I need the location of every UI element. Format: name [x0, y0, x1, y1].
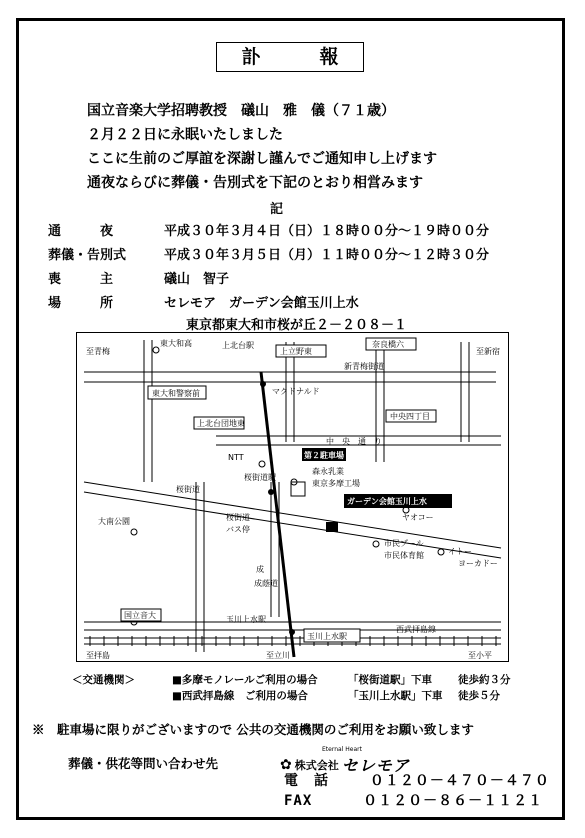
tamagawa-station-dot — [289, 629, 295, 635]
map-label-chuo4: 中央四丁目 — [390, 412, 430, 421]
map-label-kamikitadai-east: 上北台団地東 — [197, 419, 245, 428]
notice-title: 訃 報 — [216, 42, 364, 72]
map-label-kunitachi: 国立音大 — [124, 611, 156, 620]
map-label-to-kodaira: 至小平 — [468, 651, 492, 660]
map-label-to-shinjuku: 至新宿 — [476, 347, 500, 356]
logo-tagline: Eternal Heart — [322, 746, 362, 753]
access-map — [76, 332, 509, 662]
transport-walk-2: 徒歩５分 — [458, 690, 500, 702]
detail-value: 礒山 智子 — [164, 272, 230, 287]
fax-line — [284, 790, 543, 810]
tel-label: 電 話 — [284, 773, 329, 789]
ki-heading: 記 — [270, 202, 284, 217]
intro-line-3: ここに生前のご厚誼を深謝し謹んでご通知申し上げます — [87, 151, 437, 167]
intro-line-4: 通夜ならびに葬儀・告別式を下記のとおり相営みます — [87, 175, 423, 191]
detail-value: 平成３０年３月５日（月）１１時００分～１２時３０分 — [164, 248, 490, 263]
map-label-tamagawa-station: 玉川上水駅 — [226, 615, 266, 624]
map-label-morinaga: 森永乳業 — [312, 467, 344, 476]
sakuragaido-station-dot — [268, 489, 274, 495]
map-label-itoyokado-2: ヨーカドー — [458, 559, 498, 568]
map-label-to-haijima: 至拝島 — [86, 651, 110, 660]
venue-address: 東京都東大和市桜が丘２－２０８－１ — [186, 318, 408, 333]
transport-route-1: ■多摩モノレールご利用の場合 — [172, 674, 318, 686]
intro-line-2: ２月２２日に永眠いたしました — [87, 127, 283, 143]
detail-label: 葬儀・告別式 — [48, 248, 127, 263]
tel-number: ０１２０－４７０－４７０ — [369, 773, 550, 789]
map-label-tamagawa-box: 玉川上水駅 — [307, 632, 347, 641]
map-label-garden-hall: ガーデン会館玉川上水 — [347, 497, 427, 506]
map-label-bus-stop: バス停 — [226, 525, 250, 534]
map-label-to-tachikawa: 至立川 — [266, 651, 290, 660]
map-label-sakuragaido-station: 桜街道駅 — [244, 473, 276, 482]
fax-label: FAX — [284, 793, 313, 809]
transport-station-1: 「桜街道駅」下車 — [348, 674, 432, 686]
map-label-ntt: NTT — [228, 453, 244, 462]
intro-line-1: 国立音楽大学招聘教授 礒山 雅 儀（７１歳） — [87, 103, 395, 119]
map-label-sakura-bus: 桜街道 — [226, 513, 250, 522]
kamikitadai-station-dot — [260, 381, 266, 387]
map-label-mcdonalds: マクドナルド — [272, 387, 320, 396]
detail-label: 場 所 — [48, 296, 114, 311]
map-label-police: 東大和警察前 — [152, 389, 200, 398]
transport-walk-1: 徒歩約３分 — [458, 674, 511, 686]
map-label-kamikitadai-station: 上北台駅 — [222, 341, 254, 350]
map-label-daiminami-park: 大南公園 — [98, 517, 130, 526]
map-label-to-ome: 至青梅 — [86, 347, 110, 356]
map-label-narahashi: 奈良橋六 — [372, 340, 404, 349]
map-label-yaoko: ヤオコー — [402, 513, 434, 522]
map-label-sakura-kaido: 桜街道 — [176, 485, 200, 494]
map-label-higashiyamato-high: 東大和高 — [160, 339, 192, 348]
tel-line — [284, 770, 550, 790]
map-label-itoyokado: イトー — [448, 547, 472, 556]
map-label-pool: 市民プール — [384, 539, 424, 548]
fax-number: ０１２０－８６－１１２１ — [363, 793, 544, 809]
transport-header: ＜交通機関＞ — [72, 674, 135, 686]
map-label-gym: 市民体育館 — [384, 551, 424, 560]
parking-note: ※ 駐車場に限りがございますので 公共の交通機関のご利用をお願い致します — [32, 722, 474, 737]
venue-marker — [326, 522, 338, 532]
logo-brand: セレモア — [341, 756, 410, 775]
flower-icon: ✿ — [280, 756, 292, 773]
detail-label: 通 夜 — [48, 224, 114, 239]
map-label-seibu: 西武拝島線 — [396, 625, 436, 634]
detail-value: セレモア ガーデン会館玉川上水 — [164, 296, 359, 311]
logo-company-type: 株式会社 — [294, 758, 339, 772]
contact-label: 葬儀・供花等問い合わせ先 — [68, 756, 219, 771]
map-label-kamitachino: 上立野東 — [280, 347, 312, 356]
map-label-morinaga-factory: 東京多摩工場 — [312, 479, 360, 488]
map-label-narimasu: 成 — [256, 565, 264, 574]
detail-value: 平成３０年３月４日（日）１８時００分～１９時００分 — [164, 224, 490, 239]
transport-route-2: ■西武拝島線 ご利用の場合 — [172, 690, 308, 702]
map-label-chuo-dori: 中 央 通 り — [326, 437, 382, 446]
map-label-narimasu-road: 成蔭道 — [254, 579, 278, 588]
detail-label: 喪 主 — [48, 272, 114, 287]
map-label-parking: 第２駐車場 — [304, 451, 344, 460]
transport-station-2: 「玉川上水駅」下車 — [348, 690, 443, 702]
map-label-shin-ome: 新青梅街道 — [344, 362, 384, 371]
